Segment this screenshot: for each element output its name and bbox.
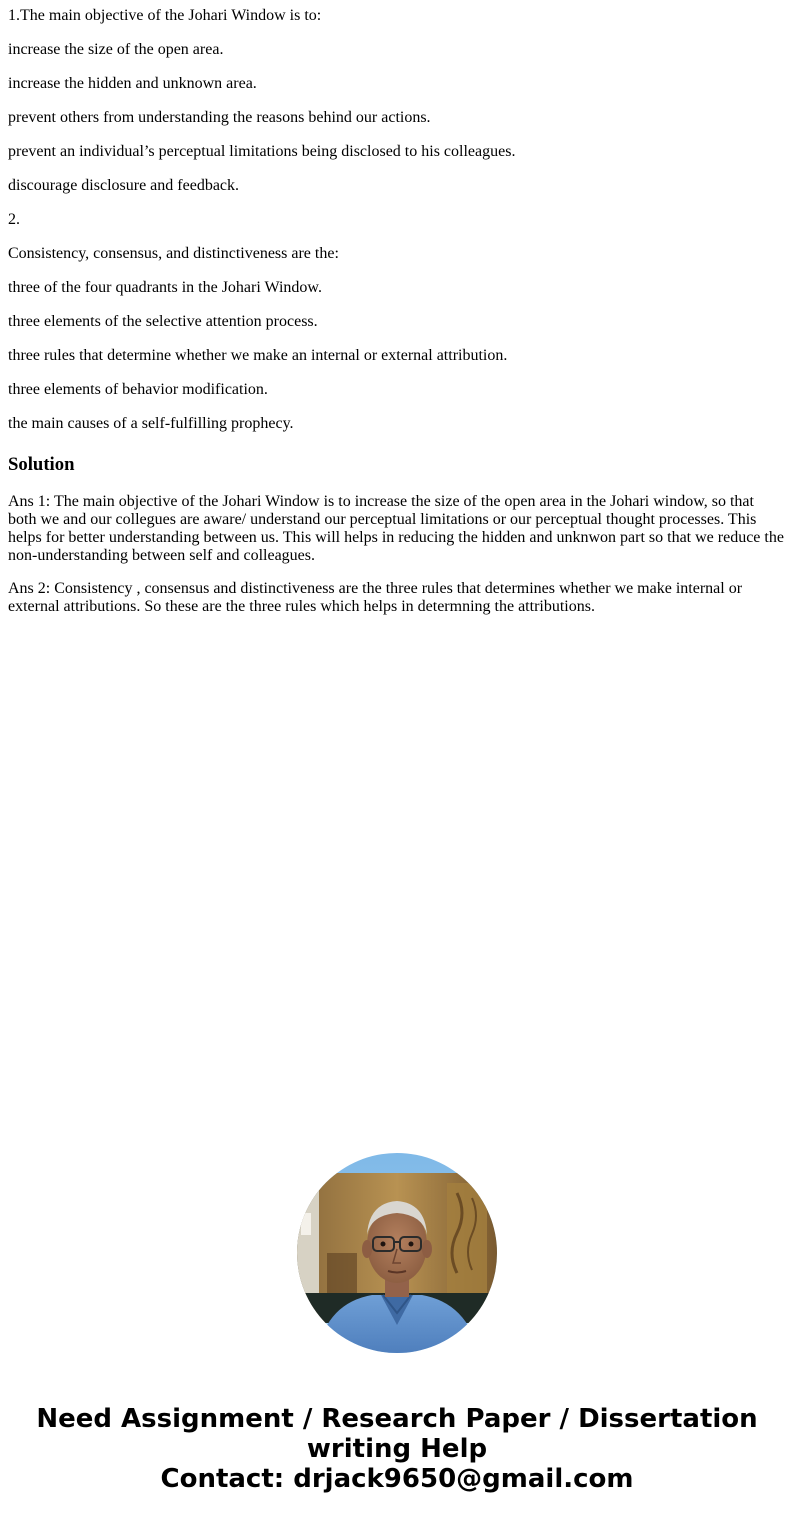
question-1-option: increase the size of the open area. [8, 41, 224, 58]
person-photo-icon [297, 1153, 497, 1353]
promo-line-2: writing Help [306, 1434, 488, 1464]
question-1-option: increase the hidden and unknown area. [8, 75, 257, 92]
question-2-option: three elements of the selective attention process. [8, 313, 318, 330]
answer-2: Ans 2: Consistency , consensus and distinctiveness are the three rules that determines whether we make internal or external attributions. So these are the three rules which helps in determning the attributions. [8, 580, 743, 615]
question-1-option: prevent an individual’s perceptual limitations being disclosed to his colleagues. [8, 143, 516, 160]
promo-banner [0, 1404, 794, 1494]
question-2-option: three rules that determine whether we make an internal or external attribution. [8, 347, 508, 364]
question-2-number: 2. [8, 211, 20, 228]
promo-contact: Contact: drjack9650@gmail.com [160, 1464, 634, 1494]
avatar [297, 1153, 497, 1353]
question-1-option: prevent others from understanding the reasons behind our actions. [8, 109, 431, 126]
question-2-option: the main causes of a self-fulfilling prophecy. [8, 415, 294, 432]
question-1-option: discourage disclosure and feedback. [8, 177, 240, 194]
question-2-prompt: Consistency, consensus, and distinctiveness are the: [8, 245, 339, 262]
promo-line-1: Need Assignment / Research Paper / Dissertation [36, 1404, 758, 1434]
question-2-option: three elements of behavior modification. [8, 381, 268, 398]
answer-1: Ans 1: The main objective of the Johari Window is to increase the size of the open area in the Johari window, so that both we and our collegues are aware/ understand our perceptual limitations or our perceptual thought processes. This helps for better understanding between us. This will helps in reducing the hidden and unknwon part so that we reduce the non-understanding between self and colleagues. [8, 493, 784, 564]
question-1-prompt: 1.The main objective of the Johari Window is to: [8, 7, 322, 24]
question-2-option: three of the four quadrants in the Johari Window. [8, 279, 322, 296]
solution-heading: Solution [8, 454, 75, 475]
